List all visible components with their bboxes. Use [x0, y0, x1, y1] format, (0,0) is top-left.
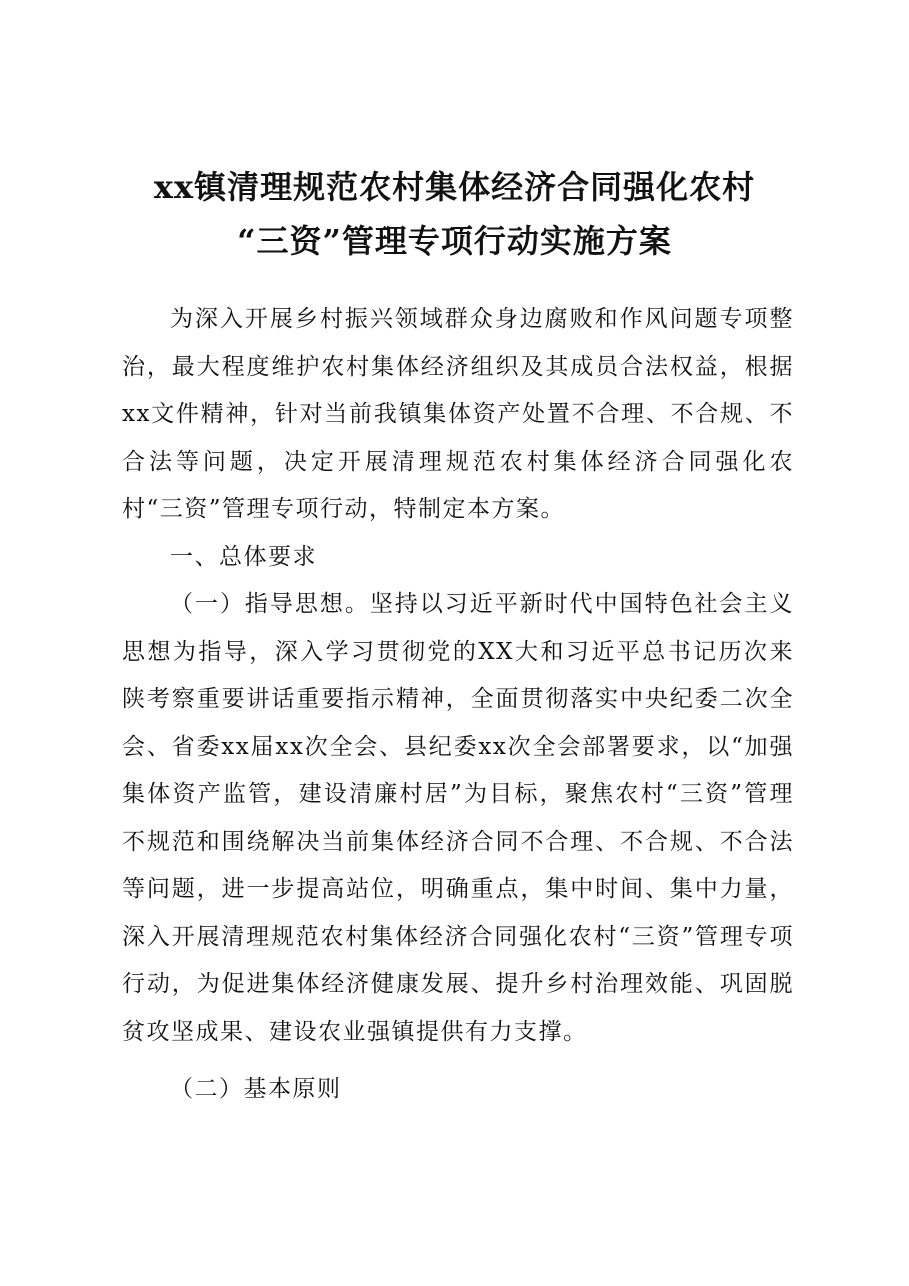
guiding-ideology-paragraph: （一）指导思想。坚持以习近平新时代中国特色社会主义思想为指导，深入学习贯彻党的XX大和习近平总书记历次来陕考察重要讲话重要指示精神，全面贯彻落实中央纪委二次全会、省委xx届xx次全会、县纪委xx次全会部署要求，以“加强集体资产监管，建设清廉村居”为目标，聚焦农村“三资”管理不规范和围绕解决当前集体经济合同不合理、不合规、不合法等问题，进一步提高站位，明确重点，集中时间、集中力量，深入开展清理规范农村集体经济合同强化农村“三资”管理专项行动，为促进集体经济健康发展、提升乡村治理效能、巩固脱贫攻坚成果、建设农业强镇提供有力支撑。	[122, 591, 794, 1045]
title-line-1: xx镇清理规范农村集体经济合同强化农村	[153, 168, 756, 206]
document-title	[60, 160, 849, 268]
subsection-heading-basic-principles: （二）基本原则	[170, 1076, 342, 1102]
title-line-2: “三资”管理专项行动实施方案	[237, 222, 672, 260]
document-body	[122, 296, 794, 1114]
intro-paragraph: 为深入开展乡村振兴领域群众身边腐败和作风问题专项整治，最大程度维护农村集体经济组织及其成员合法权益，根据xx文件精神，针对当前我镇集体资产处置不合理、不合规、不合法等问题，决定开展清理规范农村集体经济合同强化农村“三资”管理专项行动，特制定本方案。	[122, 306, 794, 522]
section-heading-overall-requirements: 一、总体要求	[170, 543, 317, 570]
